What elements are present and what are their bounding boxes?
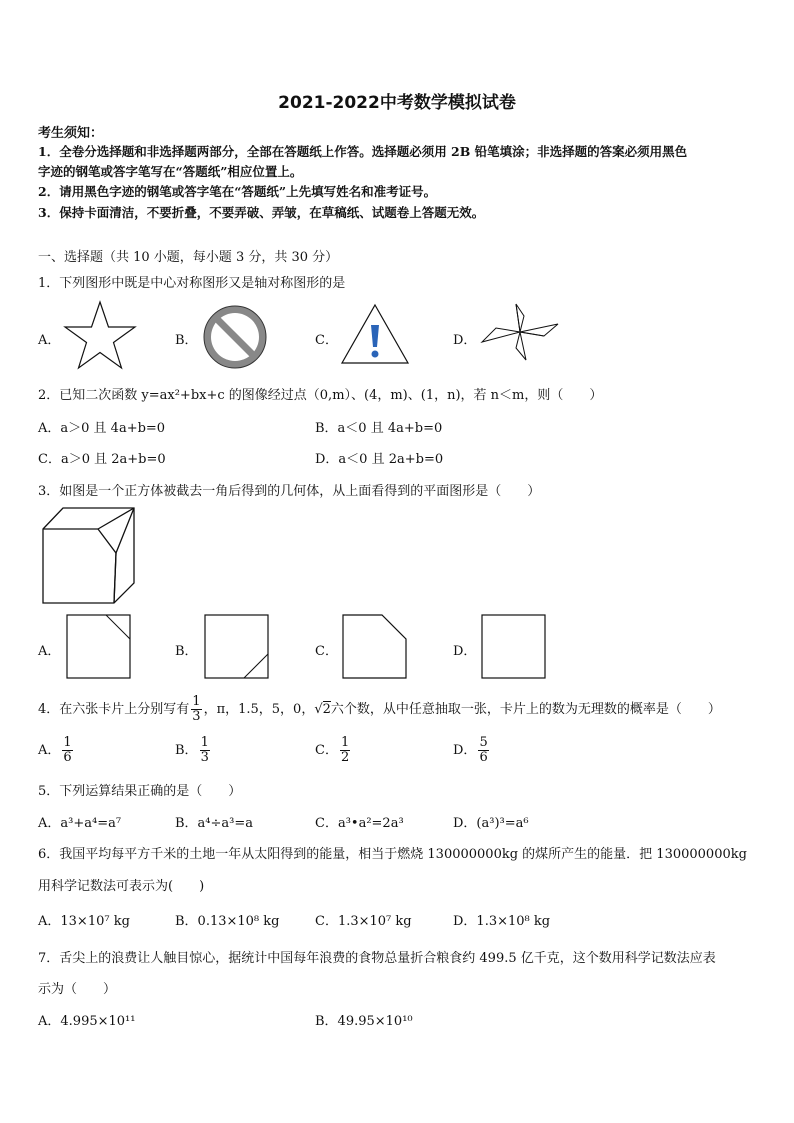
notice-heading: 考生须知： [38, 126, 104, 141]
q4-stem-post: 六个数，从中任意抽取一张，卡片上的数为无理数的概率是（ ） [330, 702, 721, 717]
q3-option-a-label: A． [38, 644, 61, 659]
q5-option-d: D．(a³)³=a⁶ [453, 816, 529, 831]
pinwheel-icon [480, 302, 560, 362]
page-title: 2021-2022中考数学模拟试卷 [278, 93, 516, 113]
truncated-cube-figure [38, 505, 138, 605]
q2-stem: 2．已知二次函数 y=ax²+bx+c 的图像经过点（0,m）、(4，m)、(1，n)，若 n＜m，则（ ） [38, 388, 603, 403]
q4-stem-mid: ，π，1.5，5，0， [203, 702, 315, 717]
q3-option-a-figure [66, 614, 132, 680]
q4-option-d-label: D． [453, 743, 477, 758]
q4-option-a-den: 6 [63, 750, 72, 765]
q5-option-c: C．a³•a²=2a³ [315, 816, 404, 831]
q4-fraction [191, 695, 201, 724]
notice-line-1a: 1．全卷分选择题和非选择题两部分，全部在答题纸上作答。选择题必须用 2B 铅笔填涂；非选择题的答案必须用黑色 [38, 144, 688, 159]
q4-option-c [315, 733, 352, 769]
q4-option-d-fraction [478, 736, 488, 765]
q4-stem [38, 690, 721, 730]
q1-option-a-label: A． [38, 333, 61, 348]
section-heading: 一、选择题（共 10 小题，每小题 3 分，共 30 分） [38, 250, 339, 265]
q4-option-a-label: A． [38, 743, 61, 758]
q2-option-b: B．a＜0 且 4a+b=0 [315, 421, 443, 436]
q4-option-d-den: 6 [479, 750, 488, 765]
q3-option-b-figure [204, 614, 270, 680]
q7-option-b: B．49.95×10¹⁰ [315, 1014, 413, 1029]
q4-option-d-num: 5 [479, 735, 488, 750]
q5-option-a: A．a³+a⁴=a⁷ [38, 816, 122, 831]
q3-stem: 3．如图是一个正方体被截去一角后得到的几何体，从上面看得到的平面图形是（ ） [38, 484, 541, 499]
no-entry-sign-icon [202, 304, 268, 370]
q6-stem-line-1: 6．我国平均每平方千米的土地一年从太阳得到的能量，相当于燃烧 130000000kg 的煤所产生的能量．把 130000000kg [38, 847, 747, 862]
q4-option-a-num: 1 [63, 735, 72, 750]
q4-fraction-den: 3 [192, 709, 201, 724]
q1-option-b-label: B． [175, 333, 198, 348]
q6-option-a: A．13×10⁷ kg [38, 914, 130, 929]
q3-option-b-label: B． [175, 644, 198, 659]
q4-option-b-fraction [200, 736, 210, 765]
q3-option-d-figure [481, 614, 547, 680]
q2-option-d: D．a＜0 且 2a+b=0 [315, 452, 444, 467]
q7-option-a: A．4.995×10¹¹ [38, 1014, 136, 1029]
q4-option-b-num: 1 [200, 735, 209, 750]
q4-option-b-den: 3 [200, 750, 209, 765]
q1-stem: 1．下列图形中既是中心对称图形又是轴对称图形的是 [38, 276, 346, 291]
q6-stem-line-2: 用科学记数法可表示为( ) [38, 879, 205, 894]
q5-stem: 5．下列运算结果正确的是（ ） [38, 784, 242, 799]
notice-line-2: 2．请用黑色字迹的钢笔或答字笔在“答题纸”上先填写姓名和准考证号。 [38, 184, 437, 199]
q4-option-c-fraction [340, 736, 350, 765]
q2-option-a: A．a＞0 且 4a+b=0 [38, 421, 166, 436]
q6-option-b: B．0.13×10⁸ kg [175, 914, 280, 929]
star-icon [62, 300, 138, 372]
q7-stem-line-2: 示为（ ） [38, 982, 117, 997]
q1-option-c-label: C． [315, 333, 338, 348]
q5-option-b: B．a⁴÷a³=a [175, 816, 254, 831]
q3-option-c-label: C． [315, 644, 338, 659]
warning-triangle-icon [340, 303, 410, 365]
q4-option-b-label: B． [175, 743, 198, 758]
q6-option-d: D．1.3×10⁸ kg [453, 914, 551, 929]
q4-option-c-den: 2 [340, 750, 350, 765]
q3-option-d-label: D． [453, 644, 477, 659]
q4-fraction-num: 1 [192, 694, 201, 709]
sqrt-icon: √ [314, 702, 323, 717]
q4-option-c-num: 1 [340, 735, 350, 750]
q7-stem-line-1: 7．舌尖上的浪费让人触目惊心，据统计中国每年浪费的食物总量折合粮食约 499.5 亿千克，这个数用科学记数法应表 [38, 951, 716, 966]
q4-sqrt-arg: 2 [322, 702, 331, 717]
q3-option-c-figure [342, 614, 408, 680]
notice-line-3: 3．保持卡面清洁，不要折叠，不要弄破、弄皱，在草稿纸、试题卷上答题无效。 [38, 205, 485, 220]
notice-line-1b: 字迹的钢笔或答字笔写在“答题纸”相应位置上。 [38, 164, 303, 179]
q4-option-b [175, 733, 212, 769]
q4-option-a [38, 733, 75, 769]
q6-option-c: C．1.3×10⁷ kg [315, 914, 412, 929]
q4-option-c-label: C． [315, 743, 338, 758]
q4-stem-pre: 4．在六张卡片上分别写有 [38, 702, 190, 717]
q2-option-c: C．a＞0 且 2a+b=0 [38, 452, 166, 467]
q1-option-d-label: D． [453, 333, 477, 348]
q4-option-a-fraction [62, 736, 72, 765]
q4-option-d [453, 733, 491, 769]
